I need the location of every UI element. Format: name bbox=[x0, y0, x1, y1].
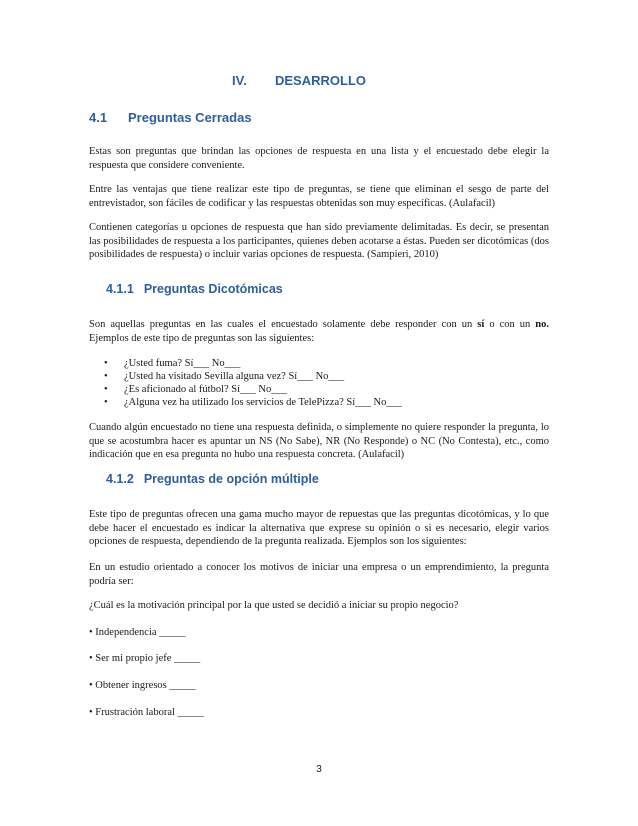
dichotomous-examples-list bbox=[104, 357, 402, 409]
page-number: 3 bbox=[316, 764, 322, 775]
paragraph-multiple-choice-intro: Este tipo de preguntas ofrecen una gama mucho mayor de repuestas que las preguntas dicotómicas, y lo que debe hacer el encuestado es indicar la alternativa que exprese su opinión o si es necesario, elegir varios opciones de respuesta, dependiendo de la pregunta realizada. Ejemplos son los siguientes: bbox=[89, 509, 549, 547]
subsection-title: Preguntas de opción múltiple bbox=[143, 472, 319, 486]
subsection-number: 4.1.1 bbox=[106, 282, 134, 296]
bullet-icon: • bbox=[104, 397, 108, 408]
intro-no: no. bbox=[535, 319, 549, 330]
list-item-text: ¿Es aficionado al fútbol? Sí___ No___ bbox=[124, 384, 288, 395]
list-item-text: ¿Alguna vez ha utilizado los servicios de TelePizza? Sí___ No___ bbox=[124, 397, 403, 408]
subsection-heading-multiple-choice bbox=[106, 472, 319, 486]
paragraph-study-example: En un estudio orientado a conocer los motivos de iniciar una empresa o un emprendimiento, la pregunta podría ser: bbox=[89, 562, 549, 587]
subsection-number: 4.1.2 bbox=[106, 472, 134, 486]
list-item bbox=[104, 383, 402, 396]
list-item bbox=[104, 370, 402, 383]
chapter-title: DESARROLLO bbox=[275, 73, 366, 88]
paragraph-advantages: Entre las ventajas que tiene realizar este tipo de preguntas, se tiene que eliminan el sesgo de parte del entrevistador, son fáciles de codificar y las respuestas obtenidas son muy específicas. (Aulafacil) bbox=[89, 184, 549, 209]
section-number: 4.1 bbox=[89, 110, 108, 125]
bullet-icon: • bbox=[104, 384, 108, 395]
intro-text-b: o con un bbox=[484, 319, 536, 330]
list-item-text: ¿Usted ha visitado Sevilla alguna vez? Sí___ No___ bbox=[124, 371, 345, 382]
paragraph-dichotomous-intro bbox=[89, 318, 549, 345]
option-item: • Ser mi propio jefe _____ bbox=[89, 653, 201, 664]
subsection-title: Preguntas Dicotómicas bbox=[143, 282, 283, 296]
option-item: • Obtener ingresos _____ bbox=[89, 680, 196, 691]
paragraph-definition: Estas son preguntas que brindan las opciones de respuesta en una lista y el encuestado debe elegir la respuesta que considere conveniente. bbox=[89, 146, 549, 171]
list-item bbox=[104, 357, 402, 370]
bullet-icon: • bbox=[104, 371, 108, 382]
subsection-heading-dichotomous bbox=[106, 282, 283, 296]
intro-text-c: Ejemplos de este tipo de preguntas son las siguientes: bbox=[89, 332, 315, 344]
option-item: • Independencia _____ bbox=[89, 627, 186, 638]
option-item: • Frustración laboral _____ bbox=[89, 707, 204, 718]
list-item-text: ¿Usted fuma? Sí___ No___ bbox=[124, 358, 241, 369]
intro-text-a: Son aquellas preguntas en las cuales el encuestado solamente debe responder con un bbox=[89, 319, 478, 330]
intro-si: sí bbox=[477, 319, 485, 330]
section-title: Preguntas Cerradas bbox=[128, 110, 252, 125]
chapter-number: IV. bbox=[232, 73, 247, 88]
example-question: ¿Cuál es la motivación principal por la que usted se decidió a iniciar su propio negocio? bbox=[89, 600, 459, 611]
paragraph-categories: Contienen categorías u opciones de respuesta que han sido previamente delimitadas. Es decir, se presentan las posibilidades de respuesta a los participantes, quienes deben acotarse a éstas. Pueden ser dicotómicas (dos posibilidades de respuesta) o incluir varias opciones de respuesta. (Sampieri, 2010) bbox=[89, 222, 549, 260]
paragraph-dichotomous-closing: Cuando algún encuestado no tiene una respuesta definida, o simplemente no quiere responder la pregunta, lo que se acostumbra hacer es apuntar un NS (No Sabe), NR (No Responde) o NC (No Contesta), etc., como indicación que en esa pregunta no hubo una respuesta concreta. (Aulafacil) bbox=[89, 422, 549, 460]
list-item bbox=[104, 396, 402, 409]
bullet-icon: • bbox=[104, 358, 108, 369]
